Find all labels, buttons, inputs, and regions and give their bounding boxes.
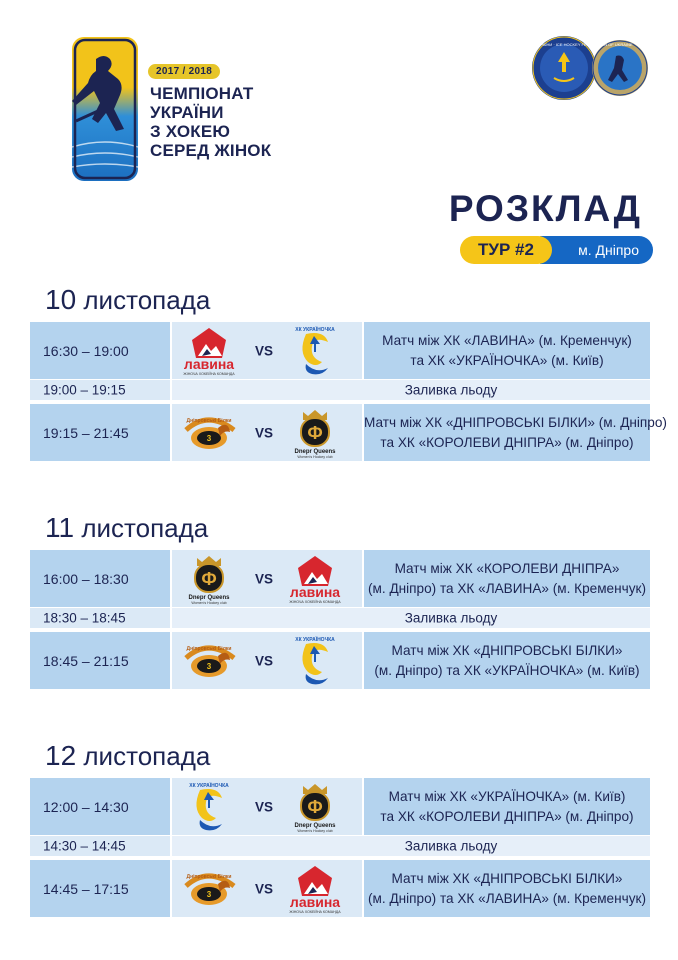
svg-text:ХК УКРАЇНОЧКА: ХК УКРАЇНОЧКА [295, 327, 335, 333]
description-cell [364, 778, 650, 835]
versus-label: VS [254, 571, 273, 586]
day-heading [45, 512, 208, 544]
svg-text:Dnepr Queens: Dnepr Queens [294, 449, 336, 455]
federation-badge-text: ФЕДЕРАЦІЯ ХОКЕЮ УКРАЇНИ · ICE HOCKEY FEDERATION OF UKRAINE [495, 42, 633, 47]
time-cell [30, 550, 170, 607]
match-row [30, 404, 667, 461]
time-range: 12:00 – 14:30 [43, 798, 129, 815]
away-team-logo [284, 780, 346, 833]
match-description-line: Матч між ХК «КОРОЛЕВИ ДНІПРА» [394, 560, 620, 576]
match-description-line: (м. Дніпро) та ХК «УКРАЇНОЧКА» (м. Київ) [374, 662, 640, 678]
dniprovski-bilky-logo [178, 862, 240, 915]
time-cell [30, 380, 170, 400]
teams-cell [172, 550, 362, 607]
svg-text:Ф: Ф [307, 423, 323, 443]
time-cell [30, 778, 170, 835]
time-range: 19:15 – 21:45 [43, 424, 129, 441]
ukrainochka-logo [178, 780, 240, 833]
teams-cell [172, 404, 362, 461]
svg-text:Дніпровські Білки: Дніпровські Білки [186, 418, 232, 424]
match-row [30, 860, 650, 917]
svg-text:ЖІНОЧА ХОКЕЙНА КОМАНДА: ЖІНОЧА ХОКЕЙНА КОМАНДА [289, 600, 341, 604]
match-description-line: (м. Дніпро) та ХК «ЛАВИНА» (м. Кременчук) [368, 580, 646, 596]
ice-resurfacing-row [30, 380, 650, 400]
day-heading [45, 740, 210, 772]
time-cell [30, 860, 170, 917]
dnepr-queens-logo [284, 780, 346, 833]
teams-cell [172, 322, 362, 379]
time-range: 18:45 – 21:15 [43, 652, 129, 669]
teams-cell [172, 632, 362, 689]
svg-text:Дніпровські Білки: Дніпровські Білки [186, 646, 232, 652]
description-cell [364, 860, 650, 917]
ice-resurfacing-label: Заливка льоду [404, 610, 498, 626]
lavyna-logo [284, 552, 346, 605]
home-team-logo [178, 552, 240, 605]
svg-text:ХК УКРАЇНОЧКА: ХК УКРАЇНОЧКА [295, 637, 335, 643]
match-description-line: Матч між ХК «ДНІПРОВСЬКІ БІЛКИ» [391, 870, 623, 886]
dnepr-queens-logo [178, 552, 240, 605]
time-range: 16:00 – 18:30 [43, 570, 129, 587]
match-description-line: Матч між ХК «ДНІПРОВСЬКІ БІЛКИ» (м. Дніпро) [364, 414, 667, 430]
day-month: листопада [83, 741, 211, 771]
time-range: 14:30 – 14:45 [43, 838, 126, 854]
championship-line: СЕРЕД ЖІНОК [150, 141, 272, 160]
away-team-logo [284, 634, 346, 687]
ukrainochka-logo [284, 324, 346, 377]
time-range: 18:30 – 18:45 [43, 610, 126, 626]
svg-text:ХК УКРАЇНОЧКА: ХК УКРАЇНОЧКА [189, 783, 229, 789]
versus-label: VS [254, 343, 273, 358]
svg-text:Ф: Ф [201, 569, 217, 589]
match-description [364, 787, 650, 827]
svg-text:лавина: лавина [289, 584, 341, 600]
dniprovski-bilky-logo [178, 406, 240, 459]
match-description-line: та ХК «КОРОЛЕВИ ДНІПРА» (м. Дніпро) [380, 808, 634, 824]
match-description-line: та ХК «КОРОЛЕВИ ДНІПРА» (м. Дніпро) [380, 434, 634, 450]
ukrainochka-logo [284, 634, 346, 687]
day-month: листопада [81, 513, 209, 543]
description-cell [364, 404, 667, 461]
away-team-logo [284, 406, 346, 459]
match-description [364, 413, 667, 453]
day-heading [45, 284, 210, 316]
federation-badges [495, 34, 650, 102]
dnepr-queens-logo [284, 406, 346, 459]
svg-text:Ф: Ф [307, 797, 323, 817]
svg-text:Women's Hockey club: Women's Hockey club [191, 601, 227, 605]
match-description-line: Матч між ХК «ДНІПРОВСЬКІ БІЛКИ» [391, 642, 623, 658]
match-row [30, 550, 650, 607]
svg-text:3: 3 [206, 890, 212, 899]
match-description [364, 869, 650, 909]
time-range: 14:45 – 17:15 [43, 880, 129, 897]
svg-text:3: 3 [206, 662, 212, 671]
svg-text:ЖІНОЧА ХОКЕЙНА КОМАНДА: ЖІНОЧА ХОКЕЙНА КОМАНДА [289, 910, 341, 914]
home-team-logo [178, 780, 240, 833]
svg-text:лавина: лавина [183, 356, 235, 372]
ice-resurfacing-row [30, 836, 650, 856]
svg-text:ЖІНОЧА ХОКЕЙНА КОМАНДА: ЖІНОЧА ХОКЕЙНА КОМАНДА [183, 372, 235, 376]
match-description [364, 559, 650, 599]
teams-cell [172, 860, 362, 917]
match-description-line: (м. Дніпро) та ХК «ЛАВИНА» (м. Кременчук) [368, 890, 646, 906]
svg-text:3: 3 [206, 434, 212, 443]
home-team-logo [178, 634, 240, 687]
championship-line: УКРАЇНИ [150, 103, 224, 122]
page-title: РОЗКЛАД [448, 188, 642, 229]
match-description-line: Матч між ХК «ЛАВИНА» (м. Кременчук) [382, 332, 632, 348]
lavyna-logo [284, 862, 346, 915]
description-cell [172, 380, 650, 400]
svg-text:Dnepr Queens: Dnepr Queens [294, 823, 336, 829]
svg-text:Дніпровські Білки: Дніпровські Білки [186, 874, 232, 880]
championship-line: З ХОКЕЮ [150, 122, 231, 141]
svg-text:Dnepr Queens: Dnepr Queens [188, 595, 230, 601]
versus-label: VS [254, 653, 273, 668]
ice-resurfacing-label: Заливка льоду [404, 838, 498, 854]
versus-label: VS [254, 881, 273, 896]
dniprovski-bilky-logo [178, 634, 240, 687]
championship-logo [72, 37, 138, 181]
away-team-logo [284, 552, 346, 605]
time-cell [30, 608, 170, 628]
city-badge: м. Дніпро [540, 236, 653, 264]
season-badge: 2017 / 2018 [148, 64, 220, 79]
versus-label: VS [254, 425, 273, 440]
time-cell [30, 322, 170, 379]
away-team-logo [284, 862, 346, 915]
description-cell [364, 550, 650, 607]
match-description-line: Матч між ХК «УКРАЇНОЧКА» (м. Київ) [388, 788, 626, 804]
time-cell [30, 404, 170, 461]
description-cell [172, 608, 650, 628]
lavyna-logo [178, 324, 240, 377]
versus-label: VS [254, 799, 273, 814]
svg-text:Women's Hockey club: Women's Hockey club [297, 455, 333, 459]
ice-resurfacing-label: Заливка льоду [404, 382, 498, 398]
time-range: 19:00 – 19:15 [43, 382, 126, 398]
day-number: 11 [45, 512, 75, 543]
match-description-line: та ХК «УКРАЇНОЧКА» (м. Київ) [410, 352, 604, 368]
description-cell [172, 836, 650, 856]
teams-cell [172, 778, 362, 835]
description-cell [364, 322, 650, 379]
round-badge: ТУР #2 [460, 236, 552, 264]
championship-title [150, 84, 320, 160]
home-team-logo [178, 406, 240, 459]
match-description [364, 641, 650, 681]
match-row [30, 322, 650, 379]
match-description [364, 331, 650, 371]
match-row [30, 632, 650, 689]
home-team-logo [178, 324, 240, 377]
description-cell [364, 632, 650, 689]
away-team-logo [284, 324, 346, 377]
time-cell [30, 836, 170, 856]
day-month: листопада [83, 285, 211, 315]
ice-resurfacing-row [30, 608, 650, 628]
time-cell [30, 632, 170, 689]
championship-line: ЧЕМПІОНАТ [150, 84, 254, 103]
day-number: 10 [45, 284, 77, 315]
home-team-logo [178, 862, 240, 915]
match-row [30, 778, 650, 835]
day-number: 12 [45, 740, 77, 771]
time-range: 16:30 – 19:00 [43, 342, 129, 359]
svg-text:лавина: лавина [289, 894, 341, 910]
svg-text:Women's Hockey club: Women's Hockey club [297, 829, 333, 833]
